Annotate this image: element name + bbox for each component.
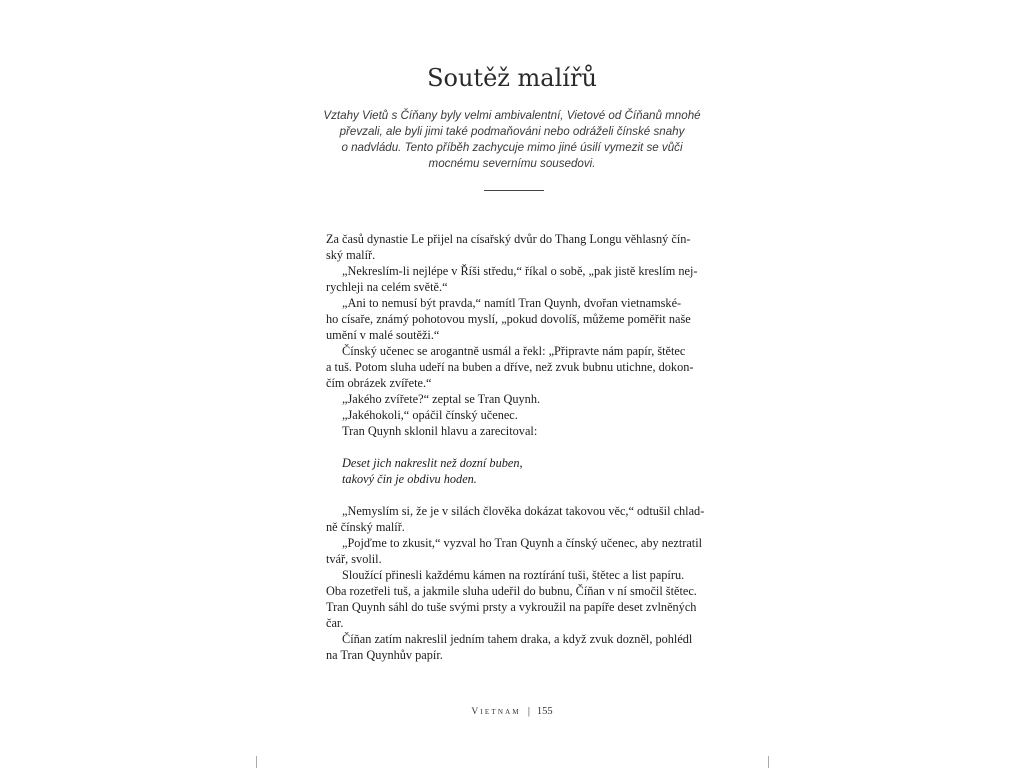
text-line: tvář, svolil.: [326, 552, 382, 566]
text-line: „Nekreslím-li nejlépe v Říši středu,“ říkal o sobě, „pak jistě kreslím nej-: [342, 264, 698, 278]
intro-line: převzali, ale byli jimi také podmaňováni nebo odráželi čínské snahy: [339, 125, 685, 138]
crop-mark-left: [256, 756, 257, 768]
text-line: a tuš. Potom sluha udeří na buben a dříve, než zvuk bubnu utichne, dokon-: [326, 360, 694, 374]
text-line: Oba rozetřeli tuš, a jakmile sluha udeřil do bubnu, Číňan v ní smočil štětec.: [326, 584, 697, 598]
text-line: „Nemyslím si, že je v silách člověka dokázat takovou věc,“ odtušil chlad-: [342, 504, 705, 518]
text-line: Sloužící přinesli každému kámen na roztírání tuši, štětec a list papíru.: [342, 568, 685, 582]
text-line: Tran Quynh sklonil hlavu a zarecitoval:: [342, 424, 538, 438]
page-number: 155: [536, 706, 553, 717]
text-line: umění v malé soutěži.“: [326, 328, 440, 342]
page-footer: [0, 705, 1024, 719]
verse-line: takový čin je obdivu hoden.: [342, 472, 477, 486]
text-line: „Jakéhokoli,“ opáčil čínský učenec.: [342, 408, 518, 422]
blank-line: [326, 439, 706, 455]
intro-line: mocnému severnímu sousedovi.: [428, 157, 596, 170]
text-line: „Jakého zvířete?“ zeptal se Tran Quynh.: [342, 392, 541, 406]
text-line: Tran Quynh sáhl do tuše svými prsty a vykroužil na papíře deset zvlněných: [326, 600, 697, 614]
intro-line: Vztahy Vietů s Číňany byly velmi ambivalentní, Vietové od Číňanů mnohé: [323, 109, 701, 122]
text-line: „Ani to nemusí být pravda,“ namítl Tran Quynh, dvořan vietnamské-: [342, 296, 682, 310]
text-line: čar.: [326, 616, 344, 630]
text-line: rychleji na celém světě.“: [326, 280, 448, 294]
crop-mark-right: [768, 756, 769, 768]
text-line: ho císaře, známý pohotovou myslí, „pokud dovolíš, můžeme poměřit naše: [326, 312, 691, 326]
story-text: [326, 231, 706, 663]
section-divider: [484, 190, 544, 191]
text-line: Za časů dynastie Le přijel na císařský dvůr do Thang Longu věhlasný čín-: [326, 232, 691, 246]
text-line: čím obrázek zvířete.“: [326, 376, 432, 390]
blank-line: [326, 487, 706, 503]
text-line: Čínský učenec se arogantně usmál a řekl: „Připravte nám papír, štětec: [342, 344, 686, 358]
running-footer-section: Vietnam: [471, 707, 521, 717]
verse-line: Deset jich nakreslit než dozní buben,: [342, 456, 523, 470]
text-line: ně čínský malíř.: [326, 520, 405, 534]
chapter-intro: [310, 108, 714, 172]
chapter-title: Soutěž malířů: [427, 64, 597, 92]
text-line: ský malíř.: [326, 248, 376, 262]
intro-line: o nadvládu. Tento příběh zachycuje mimo jiné úsilí vymezit se vůči: [341, 141, 683, 154]
text-line: Číňan zatím nakreslil jedním tahem draka, a když zvuk dozněl, pohlédl: [342, 632, 693, 646]
text-line: „Pojďme to zkusit,“ vyzval ho Tran Quynh a čínský učenec, aby neztratil: [342, 536, 703, 550]
footer-separator: |: [527, 706, 530, 717]
text-line: na Tran Quynhův papír.: [326, 648, 443, 662]
